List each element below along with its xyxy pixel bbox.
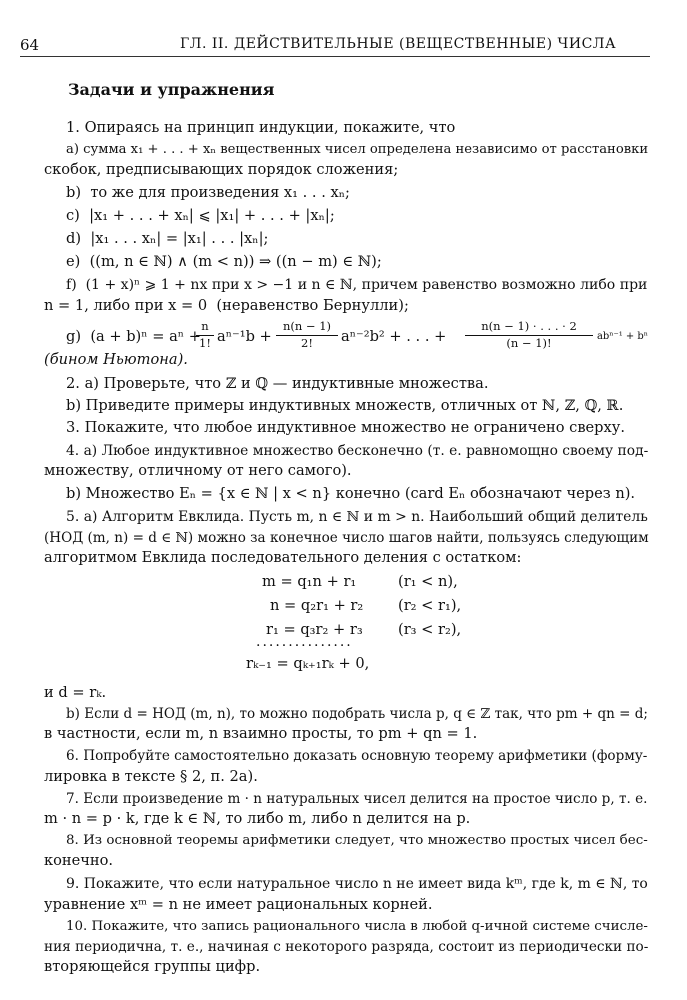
frac1-den: 1!	[199, 336, 211, 350]
euclid-cond3: (r₃ < r₂),	[398, 621, 462, 638]
euclid-cond2: (r₂ < r₁),	[398, 597, 462, 614]
problem-1d: d) |x₁ . . . xₙ| = |x₁| . . . |xₙ|;	[66, 230, 269, 247]
problem-6-line1: 6. Попробуйте самостоятельно доказать основную теорему арифметики (форму-	[66, 748, 648, 764]
problem-7-line2: m · n = p · k, где k ∈ ℕ, то либо m, либо n делится на p.	[44, 810, 471, 827]
problem-7-line1: 7. Если произведение m · n натуральных чисел делится на простое число p, т. е.	[66, 791, 648, 807]
binomial-term2: aⁿ⁻²b² + . . . +	[341, 328, 447, 345]
binomial-term1: aⁿ⁻¹b +	[217, 328, 272, 345]
euclid-eq2: n = q₂r₁ + r₂	[270, 597, 364, 614]
problem-1f-line1: f) (1 + x)ⁿ ⩾ 1 + nx при x > −1 и n ∈ ℕ, причем равенство возможно либо при	[66, 277, 648, 293]
problem-5b-line1: b) Если d = НОД (m, n), то можно подобрать числа p, q ∈ ℤ так, что pm + qn = d;	[66, 706, 648, 722]
binomial-lhs: g) (a + b)ⁿ = aⁿ +	[66, 328, 201, 345]
problem-5a-line2: (НОД (m, n) = d ∈ ℕ) можно за конечное число шагов найти, пользуясь следующим	[44, 530, 649, 546]
euclid-cond1: (r₁ < n),	[398, 573, 458, 590]
frac3-num: n(n − 1) · . . . · 2	[481, 319, 577, 333]
problem-5b-line2: в частности, если m, n взаимно просты, то pm + qn = 1.	[44, 725, 478, 742]
problem-5a-line1: 5. а) Алгоритм Евклида. Пусть m, n ∈ ℕ и m > n. Наибольший общий делитель	[66, 509, 648, 525]
problem-1c: c) |x₁ + . . . + xₙ| ⩽ |x₁| + . . . + |xₙ|;	[66, 207, 335, 224]
problem-10-line2: ния периодична, т. е., начиная с некоторого разряда, состоит из периодически по-	[44, 939, 649, 955]
problem-8-line2: конечно.	[44, 852, 114, 869]
problem-4a-line1: 4. а) Любое индуктивное множество бесконечно (т. е. равномощно своему под-	[66, 443, 649, 459]
euclid-eq1: m = q₁n + r₁	[262, 573, 357, 590]
problem-4a-line2: множеству, отличному от него самого).	[44, 462, 352, 479]
binomial-name: (бином Ньютона).	[44, 351, 188, 368]
binomial-term3: abⁿ⁻¹ + bⁿ	[597, 331, 649, 342]
problem-5a-line3: алгоритмом Евклида последовательного деления с остатком:	[44, 549, 522, 566]
euclid-eq-last: rₖ₋₁ = qₖ₊₁rₖ + 0,	[246, 655, 370, 672]
frac2-den: 2!	[301, 336, 313, 350]
problem-5a-end: и d = rₖ.	[44, 684, 107, 701]
page-number: 64	[20, 36, 40, 54]
problem-1a-line1: а) сумма x₁ + . . . + xₙ вещественных чисел определена независимо от расстановки	[66, 142, 649, 157]
problem-1a-line2: скобок, предписывающих порядок сложения;	[44, 161, 399, 178]
problem-10-line1: 10. Покажите, что запись рационального числа в любой q-ичной системе счисле-	[66, 919, 648, 934]
running-header	[20, 34, 650, 57]
euclid-eq3: r₁ = q₃r₂ + r₃	[266, 621, 363, 638]
problem-8-line1: 8. Из основной теоремы арифметики следует, что множество простых чисел бес-	[66, 833, 648, 848]
problem-10-line3: вторяющейся группы цифр.	[44, 958, 261, 975]
frac1-num: n	[201, 319, 209, 333]
euclid-dots: ...............	[256, 634, 353, 650]
problem-2b: b) Приведите примеры индуктивных множеств, отличных от ℕ, ℤ, ℚ, ℝ.	[66, 397, 624, 414]
section-title: Задачи и упражнения	[68, 80, 275, 99]
frac3-den: (n − 1)!	[506, 336, 552, 350]
frac2-num: n(n − 1)	[282, 319, 332, 333]
problem-1f-line2: n = 1, либо при x = 0 (неравенство Бернулли);	[44, 297, 409, 314]
problem-2a: 2. а) Проверьте, что ℤ и ℚ — индуктивные множества.	[66, 375, 489, 392]
problem-9-line2: уравнение xᵐ = n не имеет рациональных корней.	[44, 896, 433, 913]
running-title: ГЛ. II. ДЕЙСТВИТЕЛЬНЫЕ (ВЕЩЕСТВЕННЫЕ) ЧИСЛА	[180, 36, 617, 52]
problem-1-intro: 1. Опираясь на принцип индукции, покажите, что	[66, 119, 456, 136]
problem-6-line2: лировка в тексте § 2, п. 2а).	[44, 768, 258, 785]
problem-4b: b) Множество Eₙ = {x ∈ ℕ | x < n} конечно (card Eₙ обозначают через n).	[66, 485, 636, 502]
problem-1b: b) то же для произведения x₁ . . . xₙ;	[66, 184, 350, 201]
problem-9-line1: 9. Покажите, что если натуральное число n не имеет вида kᵐ, где k, m ∈ ℕ, то	[66, 876, 648, 892]
problem-3: 3. Покажите, что любое индуктивное множество не ограничено сверху.	[66, 419, 625, 436]
problem-1e: e) ((m, n ∈ ℕ) ∧ (m < n)) ⇒ ((n − m) ∈ ℕ);	[66, 253, 382, 270]
